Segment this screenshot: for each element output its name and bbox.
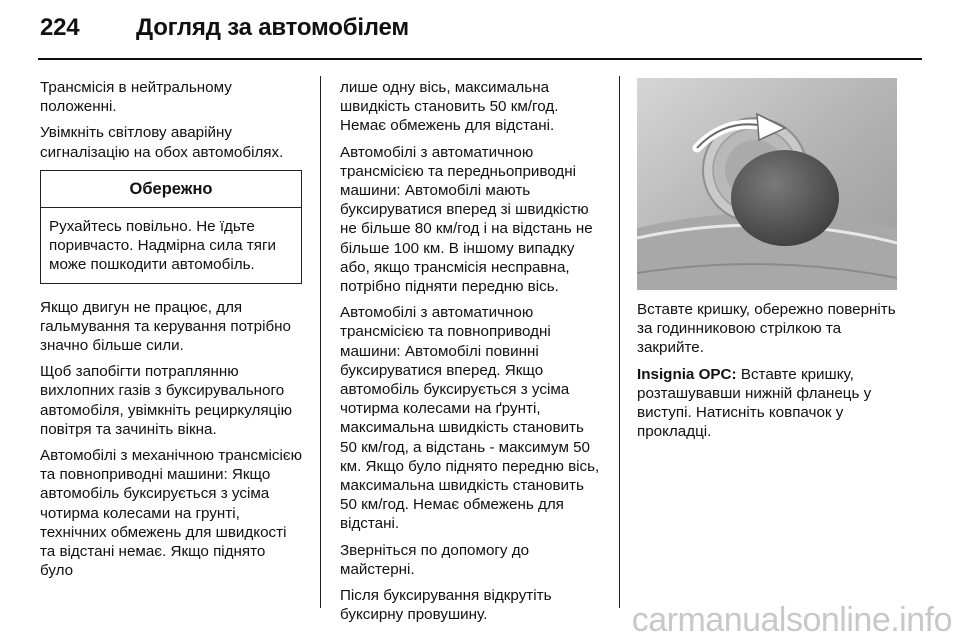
page-header bbox=[40, 14, 920, 52]
paragraph: лише одну вісь, максимальна швидкість становить 50 км/год. Немає обмежень для відстані. bbox=[340, 79, 559, 135]
column-divider bbox=[619, 76, 620, 608]
paragraph: Увімкніть світлову аварійну сигналізацію на обох автомобілях. bbox=[40, 124, 284, 161]
paragraph: Вставте кришку, обережно поверніть за годинниковою стрілкою та закрийте. bbox=[637, 301, 896, 357]
model-label: Insignia OPC: bbox=[637, 365, 737, 383]
warning-title: Обережно bbox=[41, 171, 301, 208]
paragraph: Трансмісія в нейтральному положенні. bbox=[40, 79, 232, 116]
bumper-cover-illustration bbox=[637, 78, 897, 290]
model-instruction: Вставте кришку, розташувавши нижній фланець у виступі. Натисніть ковпачок у прокладці. bbox=[637, 365, 872, 441]
watermark: carmanualsonline.info bbox=[631, 601, 952, 639]
column-1 bbox=[40, 78, 302, 587]
page-title: Догляд за автомобілем bbox=[136, 14, 409, 41]
paragraph: Якщо двигун не працює, для гальмування та керування потрібно значно більше сили. bbox=[40, 298, 291, 355]
warning-text: Рухайтесь повільно. Не їдьте поривчасто. Надмірна сила тяги може пошкодити автомобіль. bbox=[49, 218, 277, 274]
column-2 bbox=[340, 78, 602, 631]
warning-box bbox=[40, 170, 302, 284]
paragraph: Щоб запобігти потраплянню вихлопних газів з буксирувального автомобіля, увімкніть рециркуляцію повітря та зачиніть вікна. bbox=[40, 363, 293, 438]
header-rule bbox=[38, 58, 922, 60]
paragraph: Автомобілі з автоматичною трансмісією та передньоприводні машини: Автомобілі мають буксируватися вперед зі швидкістю не більше 80 км/год і на відстань не більше 100 км. В іншому випадку або, якщо трансмісія несправна, потрібно підняти передню вісь. bbox=[340, 143, 593, 296]
paragraph: Після буксирування відкрутіть буксирну провушину. bbox=[340, 587, 552, 624]
column-divider bbox=[320, 76, 321, 608]
paragraph bbox=[637, 365, 897, 442]
paragraph: Зверніться по допомогу до майстерні. bbox=[340, 541, 530, 578]
paragraph: Автомобілі з механічною трансмісією та повноприводні машини: Якщо автомобіль буксирується з усіма чотирма колесами на грунті, технічних обмежень для швидкості та відстані немає. Якщо піднято було bbox=[40, 447, 302, 580]
column-3 bbox=[637, 78, 897, 448]
page-number: 224 bbox=[40, 14, 80, 41]
paragraph: Автомобілі з автоматичною трансмісією та повноприводні машини: Автомобілі повинні буксируватися вперед. Якщо автомобіль буксирується з усіма чотирма колесами на ґрунті, максимальна швидкість становить 50 км/год, а відстань - максимум 50 км. Якщо було піднято передню вісь, максимальна швидкість становить 50 км/год. Немає обмежень для відстані. bbox=[340, 304, 600, 533]
